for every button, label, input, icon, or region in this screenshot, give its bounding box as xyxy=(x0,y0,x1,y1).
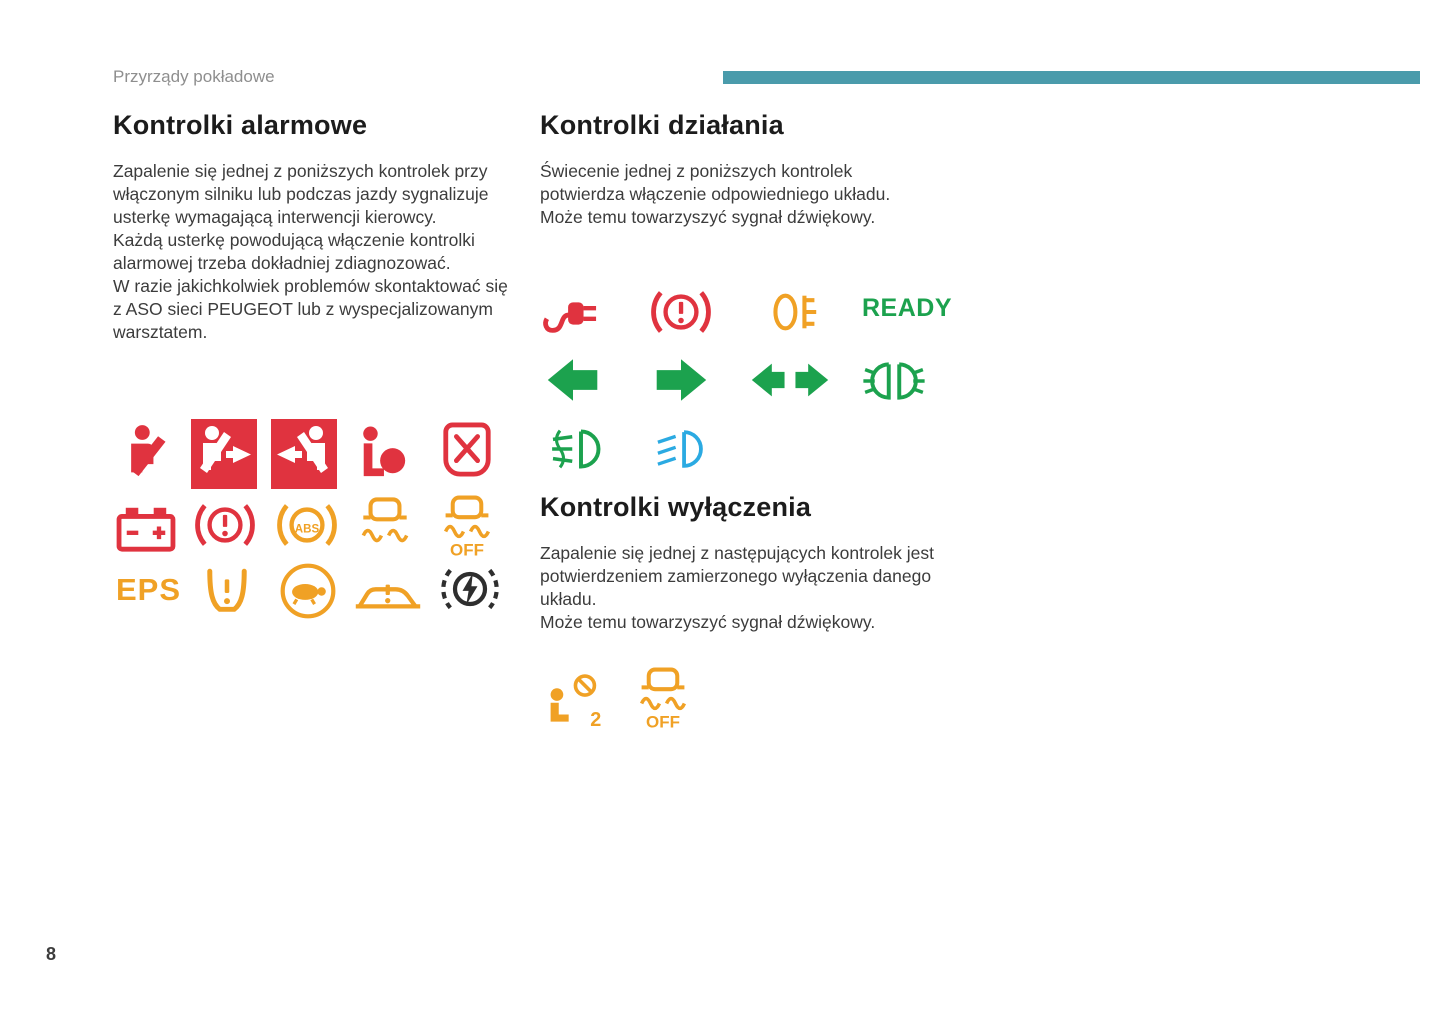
battery-charge-icon xyxy=(115,502,177,554)
operation-paragraph-2: Może temu towarzyszyć sygnał dźwiękowy. xyxy=(540,207,876,227)
rear-seatbelt-icon xyxy=(440,421,494,481)
esp-asr-off-icon xyxy=(634,666,692,732)
alarm-paragraph-2: Każdą usterkę powodującą włączenie kontrolki alarmowej trzeba dokładniej zdiagnozować. xyxy=(113,230,475,273)
seatbelt-warning-icon xyxy=(120,423,172,481)
reduced-power-turtle-icon xyxy=(278,561,338,621)
position-lights-icon xyxy=(862,360,926,402)
deactivation-paragraph-1: Zapalenie się jednej z następujących kontrolek jest potwierdzeniem zamierzonego wyłączenia danego układu. xyxy=(540,543,934,609)
ready-indicator-label: READY xyxy=(862,294,953,322)
right-indicator-icon xyxy=(654,356,708,404)
vehicle-fault-icon xyxy=(352,572,424,618)
page-number: 8 xyxy=(46,944,57,964)
indicators-both-icon xyxy=(750,360,830,400)
alarm-section-text xyxy=(113,160,511,344)
esp-asr-off-icon xyxy=(438,494,496,560)
deactivation-paragraph-2: Może temu towarzyszyć sygnał dźwiękowy. xyxy=(540,612,876,632)
airbag-warning-icon xyxy=(356,424,410,480)
eps-warning-label: EPS xyxy=(116,572,182,607)
operation-section-text xyxy=(540,160,936,229)
esp-asr-icon xyxy=(356,494,414,550)
regenerative-braking-icon xyxy=(440,562,500,616)
seatbelt-passenger-right-icon xyxy=(191,419,257,489)
tyre-pressure-icon xyxy=(198,567,256,619)
esp-off-label: OFF xyxy=(450,540,484,560)
front-fog-lights-icon xyxy=(546,427,602,471)
operation-section-heading: Kontrolki działania xyxy=(540,110,784,140)
airbag-off-number: 2 xyxy=(590,709,602,728)
left-indicator-icon xyxy=(546,356,600,404)
abs-warning-icon xyxy=(276,498,338,552)
breadcrumb: Przyrządy pokładowe xyxy=(113,67,275,86)
brake-warning-icon xyxy=(650,285,712,339)
accent-bar xyxy=(723,71,1420,84)
brake-warning-icon xyxy=(194,498,256,552)
alarm-paragraph-3: W razie jakichkolwiek problemów skontaktować się z ASO sieci PEUGEOT lub z wyspecjalizowanym warsztatem. xyxy=(113,276,508,342)
alarm-section-heading: Kontrolki alarmowe xyxy=(113,110,368,140)
passenger-airbag-off-icon xyxy=(546,672,604,728)
abs-label: ABS xyxy=(294,523,320,536)
alarm-paragraph-1: Zapalenie się jednej z poniższych kontrolek przy włączonym silniku lub podczas jazdy sygnalizuje usterkę wymagającą interwencji kierowcy. xyxy=(113,161,489,227)
esp-off-label: OFF xyxy=(646,712,680,732)
charging-system-icon xyxy=(540,286,602,340)
deactivation-section-heading: Kontrolki wyłączenia xyxy=(540,492,812,522)
sidelights-icon xyxy=(770,287,828,337)
deactivation-section-text xyxy=(540,542,940,634)
operation-paragraph-1: Świecenie jednej z poniższych kontrolek potwierdza włączenie odpowiedniego układu. xyxy=(540,161,891,204)
dipped-beam-icon xyxy=(652,427,706,471)
seatbelt-passenger-left-icon xyxy=(271,419,337,489)
